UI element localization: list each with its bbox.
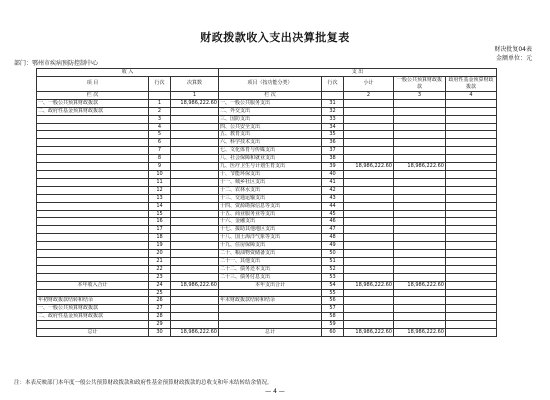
gov-fund-cell xyxy=(446,250,497,258)
table-row xyxy=(37,281,497,289)
general-budget-cell xyxy=(394,218,446,226)
expense-row-no-cell: 43 xyxy=(322,194,344,202)
gov-fund-cell xyxy=(446,163,497,171)
gov-fund-cell xyxy=(446,329,497,337)
expense-item-cell: 本年支出合计 xyxy=(219,281,322,289)
expense-row-no-cell: 35 xyxy=(322,131,344,139)
gov-fund-cell xyxy=(446,107,497,115)
general-budget-cell xyxy=(394,178,446,186)
expense-row-no-cell: 33 xyxy=(322,115,344,123)
table-row xyxy=(37,289,497,297)
income-item-cell: 总计 xyxy=(37,329,149,337)
gov-fund-cell xyxy=(446,321,497,329)
gov-fund-cell xyxy=(446,139,497,147)
general-budget-cell xyxy=(394,305,446,313)
subtotal-cell: 18,986,222.60 xyxy=(344,329,394,337)
income-item-cell xyxy=(37,155,149,163)
income-row-no-cell: 26 xyxy=(149,297,171,305)
expense-row-no-cell: 50 xyxy=(322,250,344,258)
gov-fund-cell xyxy=(446,115,497,123)
footnote: 注：本表反映部门本年度一般公共预算财政拨款和政府性基金预算财政拨款的总收支和年末结转结余情况。 xyxy=(14,380,273,386)
expense-item-cell: 二十、粮油物资储备支出 xyxy=(219,250,322,258)
expense-row-no-cell: 55 xyxy=(322,289,344,297)
final-amount-cell xyxy=(171,242,219,250)
expense-item-cell: 年末财政拨款结转和结余 xyxy=(219,297,322,305)
gov-fund-cell xyxy=(446,305,497,313)
gov-fund-cell xyxy=(446,131,497,139)
table-row xyxy=(37,242,497,250)
subtotal-cell xyxy=(344,107,394,115)
final-amount-cell: 18,986,222.60 xyxy=(171,281,219,289)
income-row-no-cell: 3 xyxy=(149,115,171,123)
general-budget-cell xyxy=(394,289,446,297)
final-amount-cell xyxy=(171,107,219,115)
final-amount-cell xyxy=(171,321,219,329)
income-row-no-cell: 20 xyxy=(149,250,171,258)
table-code: 财决批复04表 xyxy=(494,46,532,53)
subtotal-cell xyxy=(344,194,394,202)
general-budget-cell xyxy=(394,313,446,321)
expense-item-cell xyxy=(219,321,322,329)
expense-item-cell: 十、节能环保支出 xyxy=(219,170,322,178)
final-amount-cell xyxy=(171,123,219,131)
gov-fund-cell xyxy=(446,218,497,226)
expense-item-cell: 十二、农林水支出 xyxy=(219,186,322,194)
subtotal-cell xyxy=(344,131,394,139)
income-item-cell xyxy=(37,321,149,329)
gov-fund-cell xyxy=(446,289,497,297)
subtotal-cell xyxy=(344,218,394,226)
income-item-cell: 本年收入合计 xyxy=(37,281,149,289)
final-amount-cell xyxy=(171,250,219,258)
expense-row-no-header: 行次 xyxy=(322,76,344,91)
income-row-no-cell: 6 xyxy=(149,139,171,147)
subtotal-cell xyxy=(344,273,394,281)
income-item-cell xyxy=(37,289,149,297)
income-row-no-cell: 4 xyxy=(149,123,171,131)
table-row xyxy=(37,178,497,186)
table-row xyxy=(37,170,497,178)
expense-row-no-cell: 38 xyxy=(322,155,344,163)
budget-table xyxy=(36,68,497,337)
general-budget-cell xyxy=(394,321,446,329)
gov-fund-cell xyxy=(446,123,497,131)
final-amount-cell xyxy=(171,218,219,226)
table-row xyxy=(37,99,497,107)
final-amount-cell xyxy=(171,115,219,123)
expense-row-no-cell: 36 xyxy=(322,139,344,147)
expense-item-cell: 一、一般公共服务支出 xyxy=(219,99,322,107)
table-row xyxy=(37,305,497,313)
col-number-2: 2 xyxy=(344,91,394,99)
expense-row-no-cell: 49 xyxy=(322,242,344,250)
expense-item-cell: 二十一、其他支出 xyxy=(219,257,322,265)
income-item-cell xyxy=(37,218,149,226)
final-amount-cell xyxy=(171,226,219,234)
gov-fund-cell xyxy=(446,234,497,242)
gov-fund-cell xyxy=(446,265,497,273)
table-row xyxy=(37,131,497,139)
subtotal-cell xyxy=(344,257,394,265)
expense-item-cell: 七、文化体育与传媒支出 xyxy=(219,147,322,155)
expense-row-no-cell: 39 xyxy=(322,163,344,171)
expense-row-no-cell: 41 xyxy=(322,178,344,186)
subtotal-cell xyxy=(344,99,394,107)
general-budget-cell xyxy=(394,210,446,218)
subtotal-cell xyxy=(344,115,394,123)
income-item-cell xyxy=(37,178,149,186)
gov-fund-cell xyxy=(446,297,497,305)
income-row-no-cell: 7 xyxy=(149,147,171,155)
income-item-cell xyxy=(37,226,149,234)
expense-item-cell: 十四、资源勘探信息等支出 xyxy=(219,202,322,210)
income-row-no-cell: 23 xyxy=(149,273,171,281)
expense-item-cell: 十三、交通运输支出 xyxy=(219,194,322,202)
subtotal-cell xyxy=(344,170,394,178)
income-row-no-cell: 17 xyxy=(149,226,171,234)
general-budget-cell xyxy=(394,194,446,202)
gov-fund-cell xyxy=(446,194,497,202)
expense-item-cell: 四、公共安全支出 xyxy=(219,123,322,131)
expense-row-no-cell: 46 xyxy=(322,218,344,226)
subtotal-cell xyxy=(344,321,394,329)
gov-fund-cell xyxy=(446,242,497,250)
expense-row-no-cell: 34 xyxy=(322,123,344,131)
income-row-no-cell: 2 xyxy=(149,107,171,115)
final-amount-cell xyxy=(171,186,219,194)
gov-fund-cell xyxy=(446,186,497,194)
expense-item-cell: 十五、商业服务业等支出 xyxy=(219,210,322,218)
income-row-no-cell: 30 xyxy=(149,329,171,337)
table-row xyxy=(37,329,497,337)
subtotal-cell xyxy=(344,305,394,313)
unit-label: 金额单位：元 xyxy=(495,55,532,62)
table-row xyxy=(37,321,497,329)
general-budget-cell xyxy=(394,273,446,281)
income-item-cell xyxy=(37,170,149,178)
col-number-3: 3 xyxy=(394,91,446,99)
income-item-cell xyxy=(37,202,149,210)
table-row xyxy=(37,147,497,155)
gov-fund-cell xyxy=(446,313,497,321)
expense-item-cell: 二、外交支出 xyxy=(219,107,322,115)
income-item-cell xyxy=(37,234,149,242)
expense-row-no-cell: 60 xyxy=(322,329,344,337)
department-label: 部门：鄂州市疾病预防控制中心 xyxy=(14,60,99,67)
income-item-cell xyxy=(37,265,149,273)
general-budget-cell xyxy=(394,234,446,242)
income-row-no-cell: 21 xyxy=(149,257,171,265)
income-item-cell xyxy=(37,186,149,194)
final-amount-cell xyxy=(171,194,219,202)
gov-fund-cell xyxy=(446,281,497,289)
gov-fund-cell xyxy=(446,226,497,234)
general-budget-cell xyxy=(394,257,446,265)
expense-header: 支 出 xyxy=(219,69,497,77)
table-row xyxy=(37,107,497,115)
general-budget-cell xyxy=(394,99,446,107)
table-row xyxy=(37,186,497,194)
income-item-cell: 一、一般公共预算财政拨款 xyxy=(37,305,149,313)
expense-row-no-cell: 31 xyxy=(322,99,344,107)
subtotal-cell xyxy=(344,226,394,234)
income-row-no-cell: 16 xyxy=(149,218,171,226)
income-row-no-cell: 8 xyxy=(149,155,171,163)
table-row xyxy=(37,234,497,242)
income-item-cell xyxy=(37,210,149,218)
table-row xyxy=(37,139,497,147)
general-budget-cell xyxy=(394,226,446,234)
subtotal-cell xyxy=(344,297,394,305)
expense-row-no-cell: 58 xyxy=(322,313,344,321)
final-amount-cell xyxy=(171,234,219,242)
subtotal-cell xyxy=(344,123,394,131)
col-number-4: 4 xyxy=(446,91,497,99)
expense-item-cell: 十七、援助其他地区支出 xyxy=(219,226,322,234)
expense-row-no-cell: 45 xyxy=(322,210,344,218)
final-amount-header: 决算数 xyxy=(171,76,219,91)
expense-row-no-cell: 57 xyxy=(322,305,344,313)
expense-item-cell xyxy=(219,289,322,297)
income-item-cell xyxy=(37,123,149,131)
income-row-no-cell: 1 xyxy=(149,99,171,107)
gov-fund-cell xyxy=(446,147,497,155)
expense-item-header: 项目（按功能分类） xyxy=(219,76,322,91)
income-item-cell xyxy=(37,257,149,265)
table-row xyxy=(37,202,497,210)
table-row xyxy=(37,273,497,281)
subtotal-header: 小计 xyxy=(344,76,394,91)
expense-row-no-cell: 44 xyxy=(322,202,344,210)
general-budget-cell xyxy=(394,107,446,115)
gov-fund-cell xyxy=(446,99,497,107)
subtotal-cell xyxy=(344,202,394,210)
income-row-no-cell: 22 xyxy=(149,265,171,273)
income-row-no-header: 行次 xyxy=(149,76,171,91)
general-budget-cell: 18,986,222.60 xyxy=(394,329,446,337)
general-budget-cell: 18,986,222.60 xyxy=(394,163,446,171)
income-item-cell xyxy=(37,139,149,147)
table-row xyxy=(37,123,497,131)
final-amount-cell xyxy=(171,265,219,273)
general-budget-cell xyxy=(394,131,446,139)
income-row-no-cell: 10 xyxy=(149,170,171,178)
expense-row-no-cell: 40 xyxy=(322,170,344,178)
subtotal-cell xyxy=(344,147,394,155)
table-row xyxy=(37,115,497,123)
subtotal-cell xyxy=(344,178,394,186)
expense-item-cell: 二十三、债务付息支出 xyxy=(219,273,322,281)
expense-row-no-cell: 52 xyxy=(322,265,344,273)
income-item-cell xyxy=(37,115,149,123)
income-row-no-cell: 9 xyxy=(149,163,171,171)
subtotal-cell xyxy=(344,289,394,297)
subtotal-cell xyxy=(344,155,394,163)
gov-fund-cell xyxy=(446,170,497,178)
table-row xyxy=(37,163,497,171)
income-item-cell xyxy=(37,273,149,281)
income-row-no-cell: 12 xyxy=(149,186,171,194)
final-amount-cell xyxy=(171,202,219,210)
final-amount-cell xyxy=(171,139,219,147)
expense-row-no-cell: 42 xyxy=(322,186,344,194)
income-row-no-cell: 19 xyxy=(149,242,171,250)
gov-fund-cell xyxy=(446,273,497,281)
final-amount-cell xyxy=(171,273,219,281)
gov-fund-cell xyxy=(446,155,497,163)
expense-item-cell: 九、医疗卫生与计划生育支出 xyxy=(219,163,322,171)
final-amount-cell: 18,986,222.60 xyxy=(171,99,219,107)
table-row xyxy=(37,297,497,305)
expense-row-no-cell: 37 xyxy=(322,147,344,155)
general-budget-cell xyxy=(394,170,446,178)
expense-item-cell: 十八、国土海洋气象等支出 xyxy=(219,234,322,242)
income-item-cell xyxy=(37,147,149,155)
col-label-expense: 栏 次 xyxy=(219,91,322,99)
final-amount-cell xyxy=(171,163,219,171)
final-amount-cell xyxy=(171,147,219,155)
gov-fund-cell xyxy=(446,202,497,210)
table-row xyxy=(37,194,497,202)
general-budget-cell xyxy=(394,123,446,131)
income-row-no-cell: 28 xyxy=(149,313,171,321)
income-header: 收 入 xyxy=(37,69,219,77)
general-budget-cell xyxy=(394,147,446,155)
expense-row-no-cell: 51 xyxy=(322,257,344,265)
gov-fund-cell xyxy=(446,257,497,265)
subtotal-cell xyxy=(344,265,394,273)
table-row xyxy=(37,218,497,226)
income-row-no-cell: 24 xyxy=(149,281,171,289)
table-row xyxy=(37,155,497,163)
document-title: 财政拨款收入支出决算批复表 xyxy=(200,31,350,44)
final-amount-cell xyxy=(171,155,219,163)
final-amount-cell xyxy=(171,297,219,305)
subtotal-cell xyxy=(344,313,394,321)
expense-item-cell: 十六、金融支出 xyxy=(219,218,322,226)
general-budget-cell xyxy=(394,242,446,250)
final-amount-cell xyxy=(171,305,219,313)
gov-fund-cell xyxy=(446,210,497,218)
final-amount-cell xyxy=(171,257,219,265)
expense-item-cell: 五、教育支出 xyxy=(219,131,322,139)
final-amount-cell: 18,986,222.60 xyxy=(171,329,219,337)
expense-row-no-cell: 48 xyxy=(322,234,344,242)
final-amount-cell xyxy=(171,289,219,297)
income-item-cell: 年初财政拨款结转和结余 xyxy=(37,297,149,305)
general-budget-cell xyxy=(394,250,446,258)
gov-fund-cell xyxy=(446,178,497,186)
expense-item-cell: 二十二、债务还本支出 xyxy=(219,265,322,273)
table-row xyxy=(37,210,497,218)
income-item-header: 项 目 xyxy=(37,76,149,91)
subtotal-cell xyxy=(344,234,394,242)
income-item-cell xyxy=(37,131,149,139)
table-row xyxy=(37,226,497,234)
expense-row-no-cell: 54 xyxy=(322,281,344,289)
expense-row-no-cell: 56 xyxy=(322,297,344,305)
expense-item-cell: 十一、城乡社区支出 xyxy=(219,178,322,186)
col-label-income: 栏 次 xyxy=(37,91,149,99)
final-amount-cell xyxy=(171,313,219,321)
general-budget-cell xyxy=(394,265,446,273)
general-budget-cell: 18,986,222.60 xyxy=(394,281,446,289)
income-row-no-cell: 11 xyxy=(149,178,171,186)
final-amount-cell xyxy=(171,131,219,139)
income-item-cell: 二、政府性基金预算财政拨款 xyxy=(37,107,149,115)
table-row xyxy=(37,250,497,258)
income-item-cell xyxy=(37,194,149,202)
general-budget-cell xyxy=(394,186,446,194)
subtotal-cell: 18,986,222.60 xyxy=(344,163,394,171)
expense-row-no-cell: 32 xyxy=(322,107,344,115)
subtotal-cell xyxy=(344,186,394,194)
expense-row-no-cell: 59 xyxy=(322,321,344,329)
income-item-cell xyxy=(37,242,149,250)
expense-row-no-cell: 53 xyxy=(322,273,344,281)
income-row-no-cell: 13 xyxy=(149,194,171,202)
expense-item-cell: 六、科学技术支出 xyxy=(219,139,322,147)
income-row-no-cell: 5 xyxy=(149,131,171,139)
expense-item-cell: 总计 xyxy=(219,329,322,337)
subtotal-cell: 18,986,222.60 xyxy=(344,281,394,289)
income-item-cell: 二、政府性基金预算财政拨款 xyxy=(37,313,149,321)
income-row-no-cell: 29 xyxy=(149,321,171,329)
subtotal-cell xyxy=(344,210,394,218)
expense-item-cell xyxy=(219,313,322,321)
table-row xyxy=(37,265,497,273)
income-item-cell xyxy=(37,250,149,258)
general-budget-cell xyxy=(394,115,446,123)
general-budget-cell xyxy=(394,139,446,147)
table-row xyxy=(37,257,497,265)
general-budget-header: 一般公共预算财政拨款 xyxy=(394,76,446,91)
subtotal-cell xyxy=(344,242,394,250)
income-row-no-cell: 25 xyxy=(149,289,171,297)
general-budget-cell xyxy=(394,155,446,163)
col-number-1: 1 xyxy=(171,91,219,99)
income-item-cell xyxy=(37,163,149,171)
page-number: — 4 — xyxy=(265,388,285,395)
subtotal-cell xyxy=(344,139,394,147)
expense-item-cell: 十九、住房保障支出 xyxy=(219,242,322,250)
expense-item-cell xyxy=(219,305,322,313)
expense-item-cell: 三、国防支出 xyxy=(219,115,322,123)
final-amount-cell xyxy=(171,210,219,218)
table-row xyxy=(37,313,497,321)
income-item-cell: 一、一般公共预算财政拨款 xyxy=(37,99,149,107)
final-amount-cell xyxy=(171,178,219,186)
subtotal-cell xyxy=(344,250,394,258)
general-budget-cell xyxy=(394,297,446,305)
final-amount-cell xyxy=(171,170,219,178)
gov-fund-header: 政府性基金预算财政拨款 xyxy=(446,76,497,91)
expense-row-no-cell: 47 xyxy=(322,226,344,234)
income-row-no-cell: 27 xyxy=(149,305,171,313)
income-row-no-cell: 18 xyxy=(149,234,171,242)
expense-item-cell: 八、社会保障和就业支出 xyxy=(219,155,322,163)
income-row-no-cell: 14 xyxy=(149,202,171,210)
general-budget-cell xyxy=(394,202,446,210)
income-row-no-cell: 15 xyxy=(149,210,171,218)
